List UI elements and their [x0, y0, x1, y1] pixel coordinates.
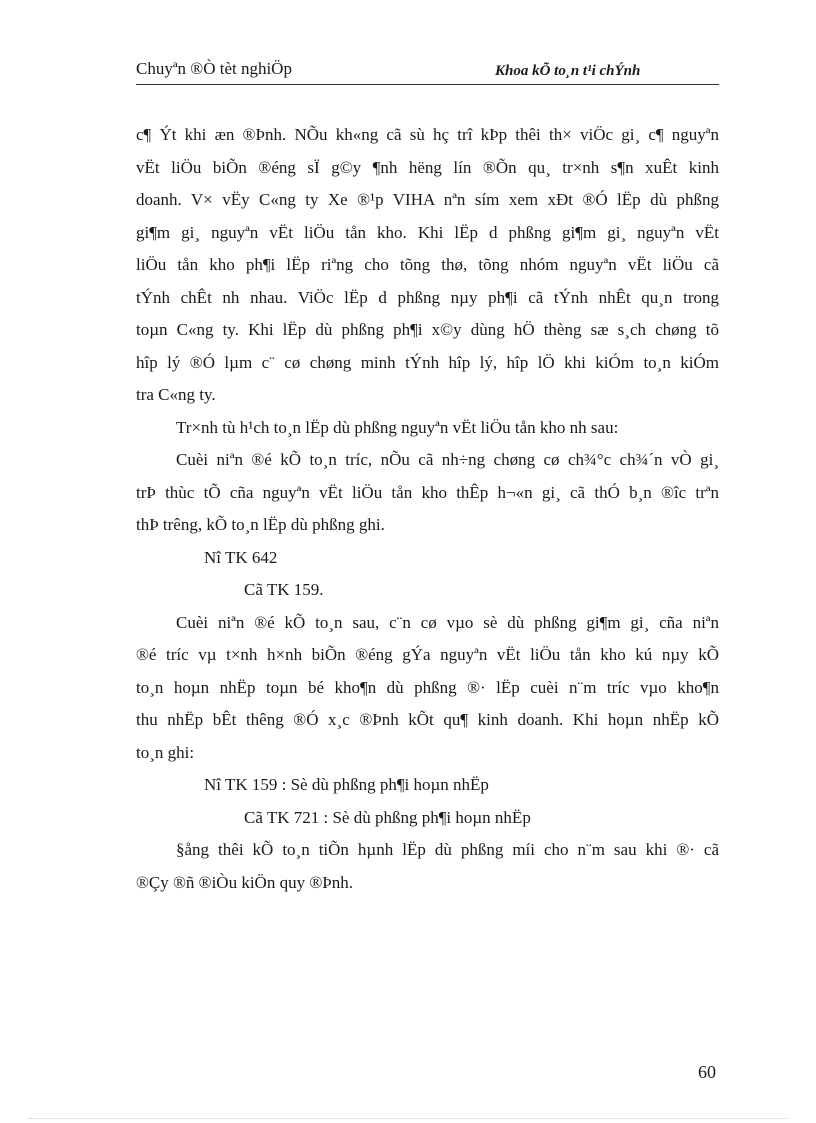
- paragraph-line: ®é tríc vµ t×nh h×nh biÕn ®éng gÝa nguyªn vËt liÖu tån kho kú nµy kÕ: [136, 645, 719, 664]
- paragraph-line: tÝnh chÊt nh nhau. ViÖc lËp d phßng nµy ph¶i cã tÝnh nhÊt qu¸n trong: [136, 287, 719, 307]
- paragraph-line: trÞ thùc tÕ cña nguyªn vËt liÖu tån kho thÊp h¬«n gi¸ cã thÓ b¸n ®îc trªn: [136, 482, 719, 502]
- paragraph-line: thÞ trêng, kÕ to¸n lËp dù phßng ghi.: [136, 515, 385, 534]
- paragraph-line: c¶ Ýt khi æn ®Þnh. NÕu kh«ng cã sù hç trî kÞp thêi th× viÖc gi¸ c¶ nguyªn: [136, 125, 719, 144]
- paragraph-line: thu nhËp bÊt thêng ®Ó x¸c ®Þnh kÕt qu¶ kinh doanh. Khi hoµn nhËp kÕ: [136, 710, 719, 729]
- paragraph-line: to¸n hoµn nhËp toµn bé kho¶n dù phßng ®· lËp cuèi n¨m tríc vµo kho¶n: [136, 677, 719, 697]
- paragraph-line: doanh. V× vËy C«ng ty Xe ®¹p VIHA nªn sím xem xÐt ®Ó lËp dù phßng: [136, 190, 719, 209]
- paragraph-line: Cuèi niªn ®é kÕ to¸n sau, c¨n cø vµo sè dù phßng gi¶m gi¸ cña niªn: [176, 612, 719, 632]
- page-number: 60: [698, 1062, 716, 1082]
- journal-entry-credit: Cã TK 159.: [244, 580, 324, 599]
- body-text: [136, 119, 719, 899]
- page-header: [136, 54, 719, 85]
- paragraph-line: liÖu tån kho ph¶i lËp riªng cho tõng thø, tõng nhóm nguyªn vËt liÖu cã: [136, 255, 719, 274]
- paragraph-line: gi¶m gi¸ nguyªn vËt liÖu tån kho. Khi lËp d phßng gi¶m gi¸ nguyªn vËt: [136, 222, 719, 242]
- header-thesis-title: Chuyªn ®Ò tèt nghiÖp: [136, 59, 292, 78]
- paragraph-line: Cuèi niªn ®é kÕ to¸n tríc, nÕu cã nh÷ng chøng cø ch¾°c ch¾´n vÒ gi¸: [176, 450, 719, 469]
- journal-entry-credit: Cã TK 721 : Sè dù phßng ph¶i hoµn nhËp: [244, 807, 531, 827]
- paragraph-line: to¸n ghi:: [136, 742, 195, 762]
- paragraph-line: vËt liÖu biÕn ®éng sÏ g©y ¶nh hëng lín ®Õn qu¸ tr×nh s¶n xuÊt kinh: [136, 157, 719, 177]
- procedure-intro: Tr×nh tù h¹ch to¸n lËp dù phßng nguyªn vËt liÖu tån kho nh sau:: [176, 417, 619, 437]
- journal-entry-debit: Nî TK 642: [204, 547, 278, 567]
- paragraph-line: toµn C«ng ty. Khi lËp dù phßng ph¶i x©y dùng hÖ thèng sæ s¸ch chøng tõ: [136, 320, 719, 339]
- paragraph-line: ®Çy ®ñ ®iÒu kiÖn quy ®Þnh.: [136, 872, 353, 892]
- footer-divider: [28, 1118, 788, 1119]
- paragraph-line: tra C«ng ty.: [136, 385, 216, 404]
- journal-entry-debit: Nî TK 159 : Sè dù phßng ph¶i hoµn nhËp: [204, 775, 489, 794]
- paragraph-line: §ång thêi kÕ to¸n tiÕn hµnh lËp dù phßng míi cho n¨m sau khi ®· cã: [176, 840, 719, 859]
- header-faculty: Khoa kÕ to¸n t¹i chÝnh: [495, 63, 641, 79]
- paragraph-line: hîp lý ®Ó lµm c¨ cø chøng minh tÝnh hîp lý, hîp lÖ khi kiÓm to¸n kiÓm: [136, 352, 719, 372]
